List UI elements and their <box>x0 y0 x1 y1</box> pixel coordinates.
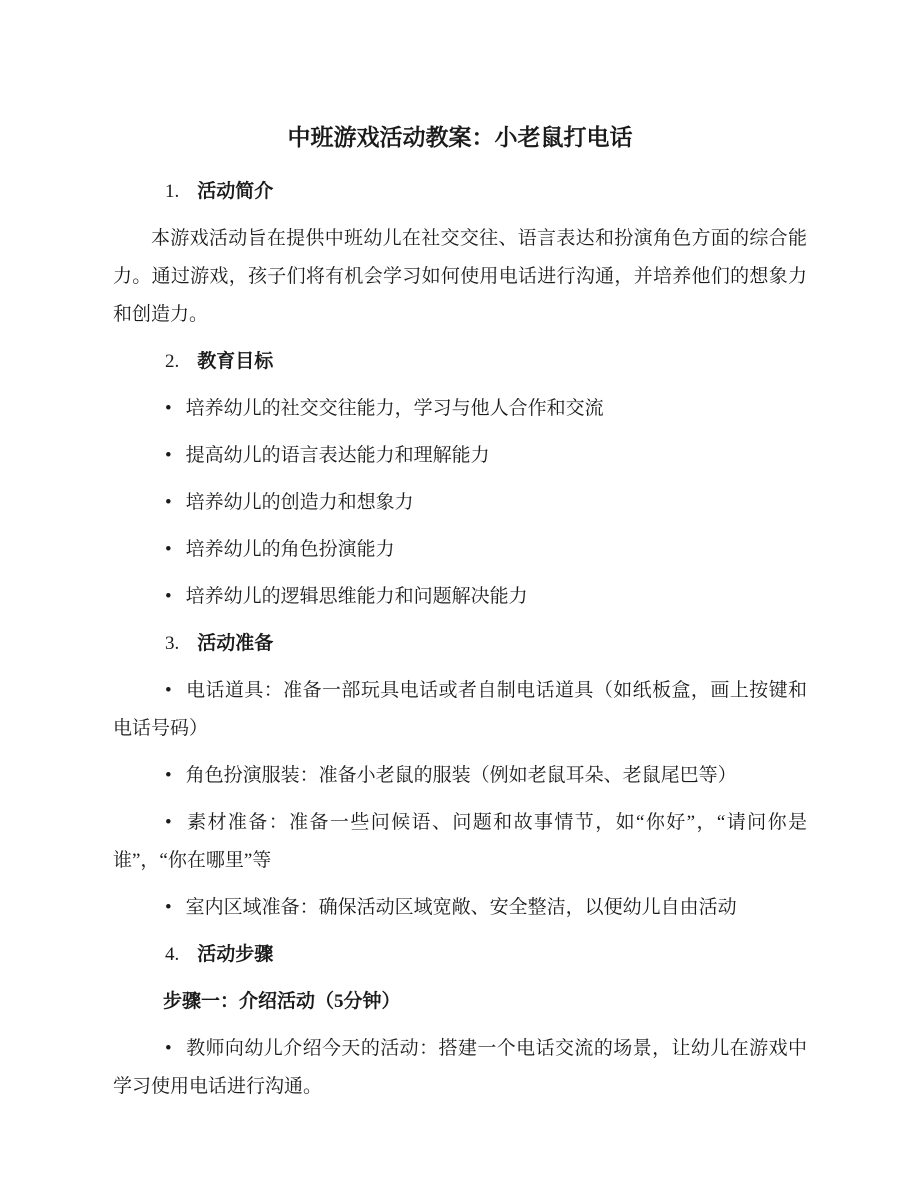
bullet-text: 电话道具：准备一部玩具电话或者自制电话道具（如纸板盒，画上按键和电话号码） <box>113 680 807 739</box>
section-2-number: 2. <box>165 351 180 372</box>
bullet-icon: • <box>165 539 172 560</box>
bullet-item <box>113 804 807 880</box>
section-3-heading <box>113 625 807 663</box>
section-3-number: 3. <box>165 633 180 654</box>
bullet-text: 教师向幼儿介绍今天的活动：搭建一个电话交流的场景，让幼儿在游戏中学习使用电话进行沟通。 <box>113 1038 807 1097</box>
bullet-text: 培养幼儿的角色扮演能力 <box>185 539 395 560</box>
bullet-item <box>113 531 807 569</box>
bullet-icon: • <box>165 1038 172 1059</box>
bullet-icon: • <box>165 680 172 701</box>
bullet-item <box>113 889 807 927</box>
step-1-subheading: 步骤一：介绍活动（5分钟） <box>163 991 401 1012</box>
bullet-icon: • <box>165 492 172 513</box>
section-4-heading <box>113 936 807 974</box>
section-1-number: 1. <box>165 181 180 202</box>
bullet-item <box>113 1030 807 1106</box>
bullet-item <box>113 757 807 795</box>
bullet-icon: • <box>165 897 172 918</box>
section-4-number: 4. <box>165 944 180 965</box>
bullet-icon: • <box>165 398 172 419</box>
bullet-icon: • <box>165 445 172 466</box>
section-1-title: 活动简介 <box>197 181 274 202</box>
section-2-title: 教育目标 <box>197 351 274 372</box>
bullet-icon: • <box>165 812 172 833</box>
bullet-item <box>113 578 807 616</box>
bullet-item <box>113 437 807 475</box>
section-2-heading <box>113 343 807 381</box>
bullet-text: 角色扮演服装：准备小老鼠的服装（例如老鼠耳朵、老鼠尾巴等） <box>185 765 737 786</box>
bullet-icon: • <box>165 586 172 607</box>
bullet-item <box>113 484 807 522</box>
section-1-heading <box>113 173 807 211</box>
bullet-text: 培养幼儿的逻辑思维能力和问题解决能力 <box>185 586 528 607</box>
bullet-text: 提高幼儿的语言表达能力和理解能力 <box>185 445 490 466</box>
document-title: 中班游戏活动教案：小老鼠打电话 <box>287 125 633 150</box>
bullet-text: 培养幼儿的社交交往能力，学习与他人合作和交流 <box>185 398 604 419</box>
bullet-text: 培养幼儿的创造力和想象力 <box>185 492 414 513</box>
bullet-text: 素材准备：准备一些问候语、问题和故事情节，如“你好”，“请问你是谁”，“你在哪里”等 <box>113 812 807 871</box>
bullet-icon: • <box>165 765 172 786</box>
section-3-title: 活动准备 <box>197 633 274 654</box>
section-1-paragraph: 本游戏活动旨在提供中班幼儿在社交交往、语言表达和扮演角色方面的综合能力。通过游戏，孩子们将有机会学习如何使用电话进行沟通，并培养他们的想象力和创造力。 <box>113 228 807 325</box>
bullet-item <box>113 390 807 428</box>
section-4-title: 活动步骤 <box>197 944 274 965</box>
bullet-item <box>113 672 807 748</box>
bullet-text: 室内区域准备：确保活动区域宽敞、安全整洁，以便幼儿自由活动 <box>185 897 737 918</box>
